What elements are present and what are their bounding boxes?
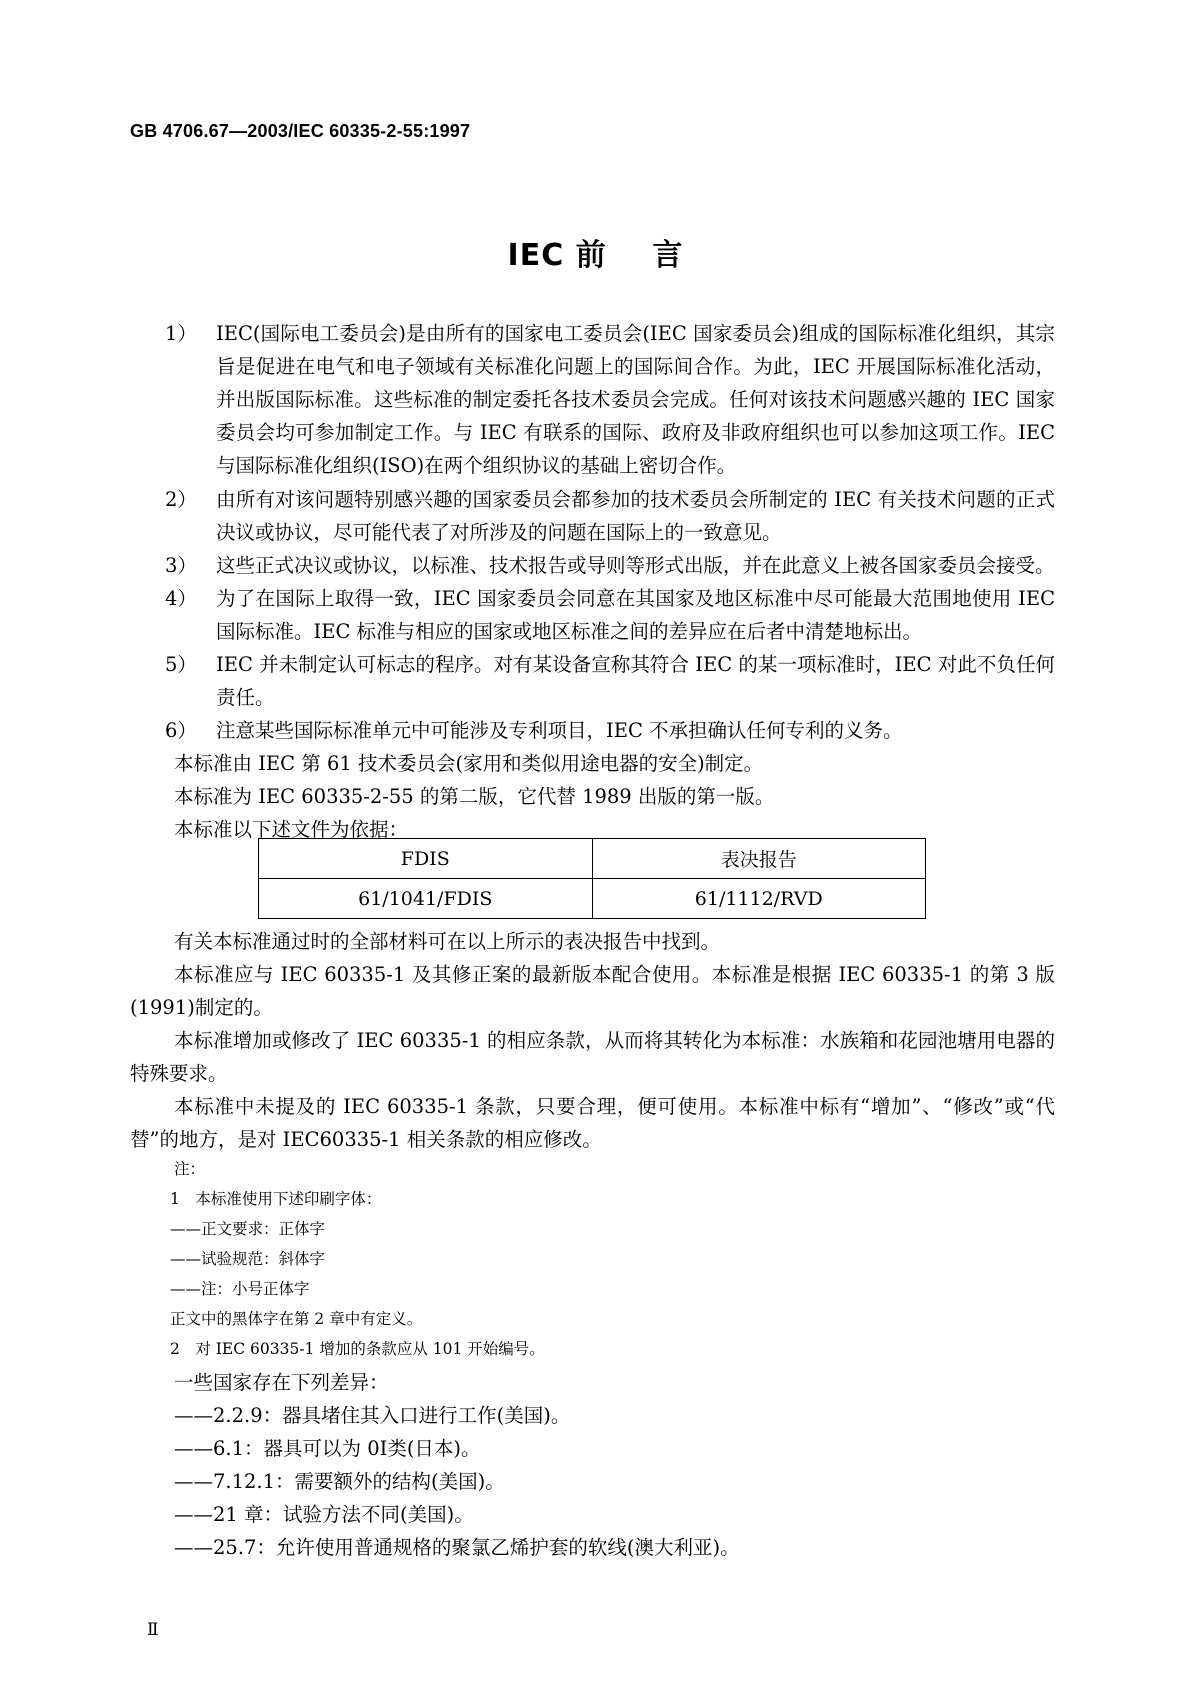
table-row: [259, 879, 926, 919]
list-item: [165, 317, 1055, 482]
difference-item: ——7.12.1：需要额外的结构(美国)。: [174, 1470, 505, 1493]
table-cell: 61/1112/RVD: [592, 879, 926, 919]
vote-table: [258, 838, 926, 919]
list-item-number: 6）: [165, 719, 197, 742]
standard-code: GB 4706.67—2003/IEC 60335-2-55:1997: [130, 121, 471, 141]
paragraph: 本标准中未提及的 IEC 60335-1 条款，只要合理，便可使用。本标准中标有“增加”、“修改”或“代替”的地方，是对 IEC60335-1 相关条款的相应修改。: [130, 1095, 1055, 1151]
note-item: ——注：小号正体字: [170, 1280, 310, 1298]
list-item-text: 这些正式决议或协议，以标准、技术报告或导则等形式出版，并在此意义上被各国家委员会接受。: [216, 554, 1055, 577]
list-item-text: 由所有对该问题特别感兴趣的国家委员会都参加的技术委员会所制定的 IEC 有关技术问题的正式决议或协议，尽可能代表了对所涉及的问题在国际上的一致意见。: [216, 488, 1055, 544]
page-number: Ⅱ: [147, 1620, 159, 1640]
difference-item: ——25.7：允许使用普通规格的聚氯乙烯护套的软线(澳大利亚)。: [174, 1536, 740, 1559]
list-item-number: 3）: [165, 554, 197, 577]
note-item: 正文中的黑体字在第 2 章中有定义。: [170, 1310, 423, 1328]
list-item-number: 4）: [165, 587, 197, 610]
paragraph: 本标准增加或修改了 IEC 60335-1 的相应条款，从而将其转化为本标准：水族箱和花园池塘用电器的特殊要求。: [130, 1029, 1055, 1085]
note-item: ——正文要求：正体字: [170, 1220, 326, 1238]
list-item-text: IEC(国际电工委员会)是由所有的国家电工委员会(IEC 国家委员会)组成的国际标准化组织，其宗旨是促进在电气和电子领域有关标准化问题上的国际间合作。为此，IEC 开展国际标准化活动，并出版国际标准。这些标准的制定委托各技术委员会完成。任何对该技术问题感兴趣的 IEC 国家委员会均可参加制定工作。与 IEC 有联系的国际、政府及非政府组织也可以参加这项工作。IEC 与国际标准化组织(ISO)在两个组织协议的基础上密切合作。: [216, 322, 1055, 477]
list-item-text: 注意某些国际标准单元中可能涉及专利项目，IEC 不承担确认任何专利的义务。: [216, 719, 903, 742]
list-item: [165, 582, 1055, 648]
paragraph: 本标准应与 IEC 60335-1 及其修正案的最新版本配合使用。本标准是根据 IEC 60335-1 的第 3 版(1991)制定的。: [130, 963, 1055, 1019]
prepared-by-statement: 本标准由 IEC 第 61 技术委员会(家用和类似用途电器的安全)制定。: [174, 752, 764, 775]
note-item: 2 对 IEC 60335-1 增加的条款应从 101 开始编号。: [170, 1340, 545, 1358]
list-item-text: 为了在国际上取得一致，IEC 国家委员会同意在其国家及地区标准中尽可能最大范围地使用 IEC 国际标准。IEC 标准与相应的国家或地区标准之间的差异应在后者中清楚地标出。: [216, 587, 1055, 643]
note-label: 注：: [174, 1160, 206, 1178]
table-header-cell: FDIS: [259, 839, 593, 879]
edition-statement: 本标准为 IEC 60335-2-55 的第二版，它代替 1989 出版的第一版。: [174, 785, 775, 808]
table-header-row: [259, 839, 926, 879]
list-item-number: 2）: [165, 488, 197, 511]
list-item: [165, 648, 1055, 714]
difference-item: ——21 章：试验方法不同(美国)。: [174, 1503, 474, 1526]
note-item: ——试验规范：斜体字: [170, 1250, 326, 1268]
list-item-number: 1）: [165, 322, 197, 345]
table-header-cell: 表决报告: [592, 839, 926, 879]
list-item: [165, 483, 1055, 549]
difference-item: ——6.1：器具可以为 0Ⅰ类(日本)。: [174, 1437, 481, 1460]
based-on-statement: 本标准以下述文件为依据：: [174, 818, 409, 841]
list-item: [165, 714, 1055, 747]
difference-item: ——2.2.9：器具堵住其入口进行工作(美国)。: [174, 1404, 571, 1427]
table-cell: 61/1041/FDIS: [259, 879, 593, 919]
list-item-number: 5）: [165, 653, 197, 676]
differences-intro: 一些国家存在下列差异：: [174, 1371, 389, 1394]
page-title: IEC 前 言: [507, 238, 684, 273]
paragraph: 有关本标准通过时的全部材料可在以上所示的表决报告中找到。: [174, 930, 721, 953]
list-item-text: IEC 并未制定认可标志的程序。对有某设备宣称其符合 IEC 的某一项标准时，IEC 对此不负任何责任。: [216, 653, 1055, 709]
note-item: 1 本标准使用下述印刷字体：: [170, 1190, 382, 1208]
list-item: [165, 549, 1055, 582]
